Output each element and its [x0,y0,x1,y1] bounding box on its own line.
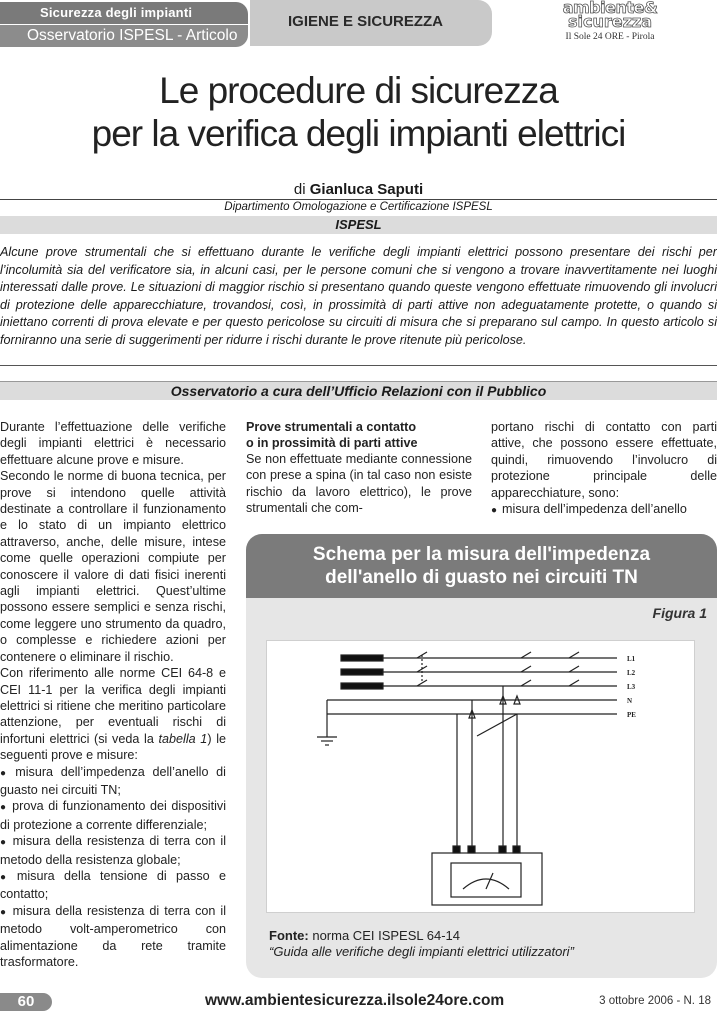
paragraph: portano rischi di contatto con parti attive, che possono essere effettuate, quindi, rimuovendo l’involucro di protezione principale delle apparecchiature, sono: [491,420,717,500]
section-heading [246,419,472,451]
author-department: Dipartimento Omologazione e Certificazione ISPESL [224,201,493,213]
issue-date: 3 ottobre 2006 - N. 18 [599,995,711,1007]
figure-title [246,534,717,598]
tn-circuit-schematic [267,641,694,912]
byline [0,181,717,198]
magazine-logo [555,1,665,45]
figure-title-line: Schema per la misura dell'impedenza [312,544,651,565]
instrument-display [451,863,521,897]
source-label: Fonte: [269,928,309,943]
line-label-l1: L1 [627,655,636,663]
transformer-winding [341,655,383,661]
website-link[interactable]: www.ambientesicurezza.ilsole24ore.com [205,992,505,1009]
list-item: ● misura dell’impedenza dell’anello di guasto nei circuiti TN; [0,764,226,799]
paragraph: Durante l’effettuazione delle verifiche degli impianti elettrici è necessario effettuare alcune prove e misure. [0,420,226,467]
divider [0,365,717,366]
table-reference: tabella 1 [158,731,208,746]
line-label-l3: L3 [627,683,636,691]
logo-word-2: sicurezza [567,12,653,31]
list-item: ● misura della resistenza di terra con il metodo della resistenza globale; [0,833,226,868]
figure-label: Figura 1 [652,605,707,621]
paragraph: Se non effettuate mediante connessione con prese a spina (in tal caso non esiste rischio da lavoro elettrico), le prove strumentali che com- [246,452,472,516]
heading-line: Prove strumentali a contatto [246,420,417,434]
source-title: “Guida alle verifiche degli impianti elettrici utilizzatori” [269,944,574,959]
figure-title-line: dell'anello di guasto nei circuiti TN [325,567,638,588]
observatory-bar: Osservatorio a cura dell’Ufficio Relazioni con il Pubblico [0,381,717,400]
organization-bar: ISPESL [0,216,717,234]
figure-box [246,534,717,978]
column-2 [246,419,472,517]
line-label-n: N [627,697,633,705]
main-switch [417,652,427,686]
logo-word-1: ambiente& [562,0,658,17]
section-header [0,2,248,46]
source-norm: norma CEI ISPESL 64-14 [312,928,460,943]
paragraph: Secondo le norme di buona tecnica, per prove si intendono quelle attività destinate a controllare il funzionamento e lo stato di un impianto elettrico attraverso, anche, delle misure, intese come quelle operazioni compiute per conoscere il valore di dati fisici inerenti agli impianti elettrici. Quest’ultime possono essere semplici e senza rischi, come leggere uno strumento da quadro, o complesse e richiedere azioni per contenere o eliminare il rischio. [0,469,226,664]
section-title: Sicurezza degli impianti [0,2,248,24]
branch-switch [521,652,531,686]
list-item: ● prova di funzionamento dei dispositivi di protezione a corrente differenziale; [0,798,226,833]
list-item: ● misura della tensione di passo e contatto; [0,868,226,903]
column-1 [0,419,226,970]
figure-source [269,928,574,960]
list-item: ● misura della resistenza di terra con il metodo volt-amperometrico con alimentazione da rete tramite trasformatore. [0,903,226,971]
byline-prefix: di [293,181,306,198]
transformer-winding [341,669,383,675]
load-switch [569,652,579,686]
article-abstract: Alcune prove strumentali che si effettuano durante le verifiche degli impianti elettrici possono presentare dei rischi per l’incolumità sia del verificatore sia, in alcuni casi, per le persone comuni che si vengono a trovare inavvertitamente nei luoghi interessati dalle prove. Le situazioni di maggior rischio si presentano quando queste vengono effettuate rimuovendo gli involucri di protezione delle apparecchiature, trovandosi, così, in prossimità di parti attive non adeguatamente protette, o quando si iniettano correnti di prova elevate e per questo pericolose su circuiti di misura che si preparano sul campo. In questo articolo si forniranno una serie di suggerimenti per ridurre i rischi durante le prove ritenute più pericolose. [0,245,717,347]
heading-line: o in prossimità di parti attive [246,436,418,450]
column-3 [491,419,717,519]
article-title-line-1: Le procedure di sicurezza [159,70,558,111]
category-label: IGIENE E SICUREZZA [288,13,444,30]
divider [0,199,717,200]
paragraph-text: ) le seguenti prove e misure: [0,731,227,763]
subsection-title: Osservatorio ISPESL - Articolo [0,25,248,47]
circuit-diagram [266,640,695,913]
list-item: ● misura dell’impedenza dell’anello [491,501,717,519]
paragraph [0,665,226,763]
paragraph-text: Con riferimento alle norme CEI 64-8 e CEI 11-1 per la verifica degli impianti elettrici si ritiene che meritino particolare attenzione, per eventuali rischi di infortuni elettrici (si veda la [0,666,226,746]
author-name: Gianluca Saputi [309,181,424,198]
line-label-l2: L2 [627,669,636,677]
transformer-winding [341,683,383,689]
article-title-line-2: per la verifica degli impianti elettrici [91,113,626,154]
category-tab [250,0,492,46]
page-number: 60 [0,993,52,1011]
logo-publisher: Il Sole 24 ORE - Pirola [565,32,655,42]
line-label-pe: PE [627,711,636,719]
